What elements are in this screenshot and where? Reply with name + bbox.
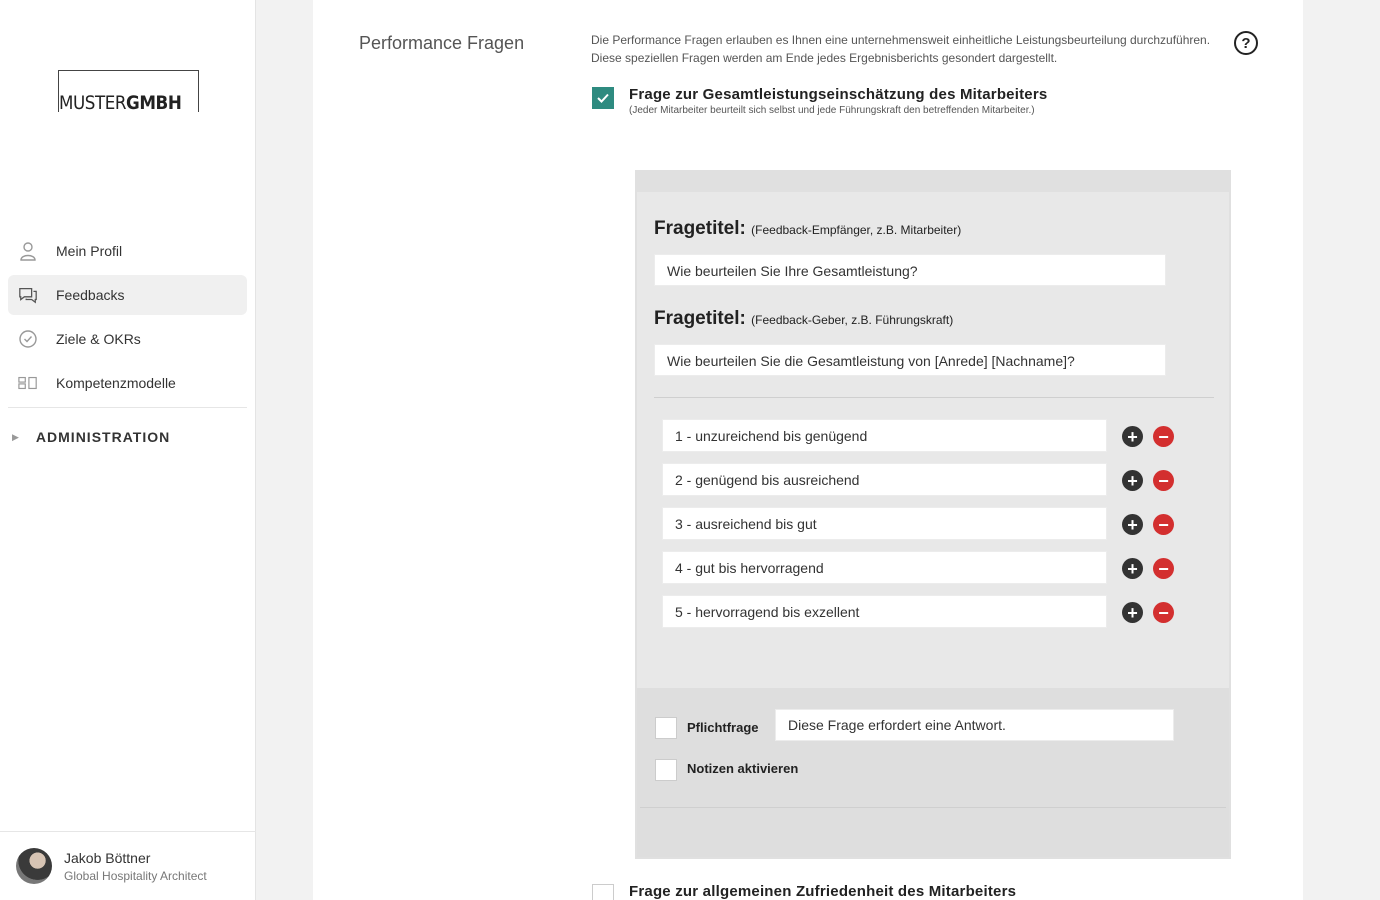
plus-icon: +: [1127, 558, 1138, 579]
checkmark-icon: [596, 92, 610, 104]
nav-item-mein-profil[interactable]: [8, 231, 247, 271]
divider: [640, 807, 1226, 808]
avatar: [16, 848, 52, 884]
answer-option-input[interactable]: 3 - ausreichend bis gut: [662, 507, 1107, 540]
fragetitel-empfaenger-label: [654, 218, 961, 240]
fragetitel-geber-input[interactable]: Wie beurteilen Sie die Gesamtleistung von [Anrede] [Nachname]?: [654, 344, 1166, 376]
user-card[interactable]: [0, 831, 256, 900]
remove-option-button[interactable]: [1153, 514, 1174, 535]
add-option-button[interactable]: [1122, 426, 1143, 447]
remove-option-button[interactable]: [1153, 470, 1174, 491]
help-icon[interactable]: ?: [1234, 31, 1258, 55]
minus-icon: −: [1158, 426, 1169, 447]
plus-icon: +: [1127, 602, 1138, 623]
main-nav: [8, 231, 247, 466]
remove-option-button[interactable]: [1153, 558, 1174, 579]
model-icon: [18, 373, 38, 393]
section-description: Die Performance Fragen erlauben es Ihnen eine unternehmensweit einheitliche Leistungsbeurteilung durchzuführen. Diese speziellen Fragen werden am Ende jedes Ergebnisberichts gesondert dargestellt.: [591, 33, 1211, 65]
nav-item-ziele-okrs[interactable]: [8, 319, 247, 359]
plus-icon: +: [1127, 470, 1138, 491]
add-option-button[interactable]: [1122, 514, 1143, 535]
add-option-button[interactable]: [1122, 602, 1143, 623]
pflichtfrage-checkbox[interactable]: [655, 717, 677, 739]
nav-label: Ziele & OKRs: [56, 331, 141, 347]
pflichtfrage-message-input[interactable]: Diese Frage erfordert eine Antwort.: [775, 709, 1174, 741]
section-title: Performance Fragen: [359, 33, 525, 53]
answer-option-input[interactable]: 4 - gut bis hervorragend: [662, 551, 1107, 584]
main-content: [313, 0, 1303, 900]
logo-text-muster: MUSTER: [59, 92, 127, 114]
remove-option-button[interactable]: [1153, 426, 1174, 447]
nav-label: Mein Profil: [56, 243, 123, 259]
check-circle-icon: [18, 329, 38, 349]
fragetitel-label: Fragetitel:: [654, 308, 746, 329]
nav-label: Kompetenzmodelle: [56, 375, 176, 391]
question-editor: [637, 192, 1229, 688]
caret-right-icon: ▶: [12, 431, 20, 442]
minus-icon: −: [1158, 558, 1169, 579]
add-option-button[interactable]: [1122, 470, 1143, 491]
nav-item-administration[interactable]: [8, 408, 247, 466]
user-icon: [18, 241, 38, 261]
company-logo[interactable]: [58, 70, 199, 112]
logo-text-gmbh: GMBH: [126, 92, 182, 114]
nav-item-kompetenzmodelle[interactable]: [8, 363, 247, 403]
minus-icon: −: [1158, 470, 1169, 491]
answer-option-input[interactable]: 5 - hervorragend bis exzellent: [662, 595, 1107, 628]
fragetitel-label: Fragetitel:: [654, 218, 746, 239]
minus-icon: −: [1158, 514, 1169, 535]
question1-label: Frage zur Gesamtleistungseinschätzung des Mitarbeiters: [629, 86, 1048, 103]
question1-panel: [635, 170, 1231, 859]
question1-checkbox[interactable]: [592, 87, 614, 109]
user-role: Global Hospitality Architect: [64, 869, 207, 883]
answer-option-input[interactable]: 1 - unzureichend bis genügend: [662, 419, 1107, 452]
sidebar: [0, 0, 256, 900]
admin-label: ADMINISTRATION: [35, 429, 171, 445]
chat-icon: [18, 285, 38, 305]
minus-icon: −: [1158, 602, 1169, 623]
plus-icon: +: [1127, 426, 1138, 447]
question-settings: [637, 688, 1229, 857]
plus-icon: +: [1127, 514, 1138, 535]
fragetitel-empfaenger-input[interactable]: Wie beurteilen Sie Ihre Gesamtleistung?: [654, 254, 1166, 286]
notizen-checkbox[interactable]: [655, 759, 677, 781]
user-name: Jakob Böttner: [64, 850, 151, 866]
nav-label: Feedbacks: [56, 287, 125, 303]
remove-option-button[interactable]: [1153, 602, 1174, 623]
pflichtfrage-label: Pflichtfrage: [687, 720, 759, 735]
nav-item-feedbacks[interactable]: [8, 275, 247, 315]
question2-label: Frage zur allgemeinen Zufriedenheit des Mitarbeiters: [629, 883, 1017, 900]
fragetitel-hint: (Feedback-Empfänger, z.B. Mitarbeiter): [751, 223, 962, 237]
answer-option-input[interactable]: 2 - genügend bis ausreichend: [662, 463, 1107, 496]
question1-sublabel: (Jeder Mitarbeiter beurteilt sich selbst und jede Führungskraft den betreffenden Mitarbeiter.): [629, 105, 1035, 116]
fragetitel-hint: (Feedback-Geber, z.B. Führungskraft): [751, 313, 954, 327]
question2-checkbox[interactable]: [592, 884, 614, 900]
notizen-label: Notizen aktivieren: [687, 761, 799, 776]
add-option-button[interactable]: [1122, 558, 1143, 579]
divider: [654, 397, 1214, 398]
fragetitel-geber-label: [654, 308, 953, 330]
